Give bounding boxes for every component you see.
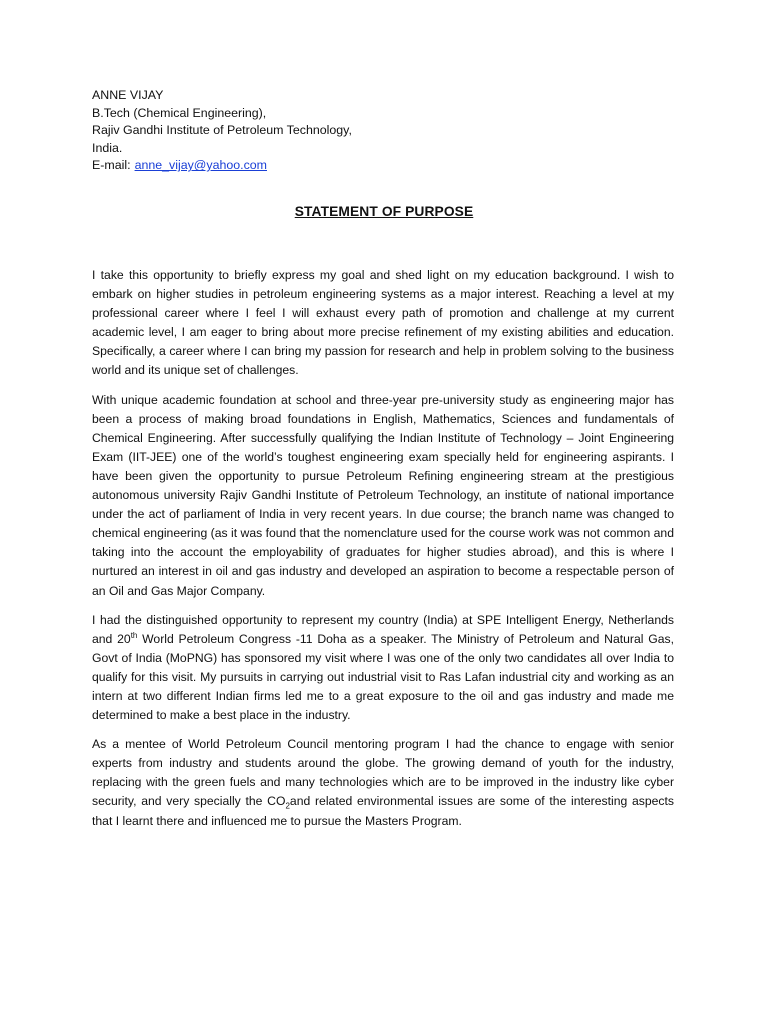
email-link[interactable]: anne_vijay@yahoo.com: [134, 158, 267, 173]
paragraph-4-part-a: As a mentee of World Petroleum Council mentoring program I had the chance to engage with senior experts from industry and students around the globe. The growing demand of youth for the industry, replacing with the green fuels and many technologies which are to be improved in the industry like cyber security, and very specially the CO: [92, 737, 674, 809]
paragraph-4-part-b: and related environmental issues are some of the interesting aspects that I learnt there and influenced me to pursue the Masters Program.: [92, 794, 674, 828]
paragraph-1: I take this opportunity to briefly express my goal and shed light on my education background. I wish to embark on higher studies in petroleum engineering systems as a major interest. Reaching a level at my professional career where I feel I will exhaust every path of promotion and challenge at my current academic level, I am eager to bring about more precise refinement of my existing abilities and education. Specifically, a career where I can bring my passion for research and help in problem solving to the business world and its unique set of challenges.: [92, 268, 674, 378]
author-name: ANNE VIJAY: [92, 88, 164, 102]
paragraph-2: With unique academic foundation at school and three-year pre-university study as engineering major has been a process of making broad foundations in English, Mathematics, Sciences and fundamentals of Chemical Engineering. After successfully qualifying the Indian Institute of Technology – Joint Engineering Exam (IIT-JEE) one of the world’s toughest engineering exam specially held for engineering aspirants. I have been given the opportunity to pursue Petroleum Refining engineering stream at the prestigious autonomous university Rajiv Gandhi Institute of Petroleum Technology, an institute of national importance under the act of parliament of India in very recent years. In due course; the branch name was changed to chemical engineering (as it was found that the nomenclature used for the course work was not common and taking into the account the employability of graduates for higher studies abroad), and this is where I nurtured an interest in oil and gas industry and developed an aspiration to become a respectable person of an Oil and Gas Major Company.: [92, 392, 674, 598]
document-body: [92, 266, 674, 841]
author-country: India.: [92, 140, 123, 155]
paragraph-3-part-a: I had the distinguished opportunity to represent my country (India) at SPE Intelligent Energy, Netherlands and 20: [92, 612, 674, 646]
document-title: STATEMENT OF PURPOSE: [294, 204, 474, 219]
author-degree: B.Tech (Chemical Engineering),: [92, 105, 267, 120]
paragraph-4: [92, 735, 674, 830]
ordinal-superscript: th: [130, 630, 138, 640]
paragraph-3: [92, 611, 674, 726]
co2-subscript: 2: [285, 801, 290, 811]
author-institute: Rajiv Gandhi Institute of Petroleum Technology,: [92, 123, 352, 138]
paragraph-3-part-b: World Petroleum Congress -11 Doha as a speaker. The Ministry of Petroleum and Natural Gas, Govt of India (MoPNG) has sponsored my visit where I was one of the only two candidates all over India to qualify for this visit. My pursuits in carrying out industrial visit to Ras Lafan industrial city and working as an intern at two different Indian firms led me to a great exposure to the oil and gas industry and made me determined to make a best place in the industry.: [92, 631, 674, 723]
email-label: E-mail:: [92, 158, 131, 173]
author-email-line: [92, 157, 592, 175]
author-header: [92, 87, 592, 175]
